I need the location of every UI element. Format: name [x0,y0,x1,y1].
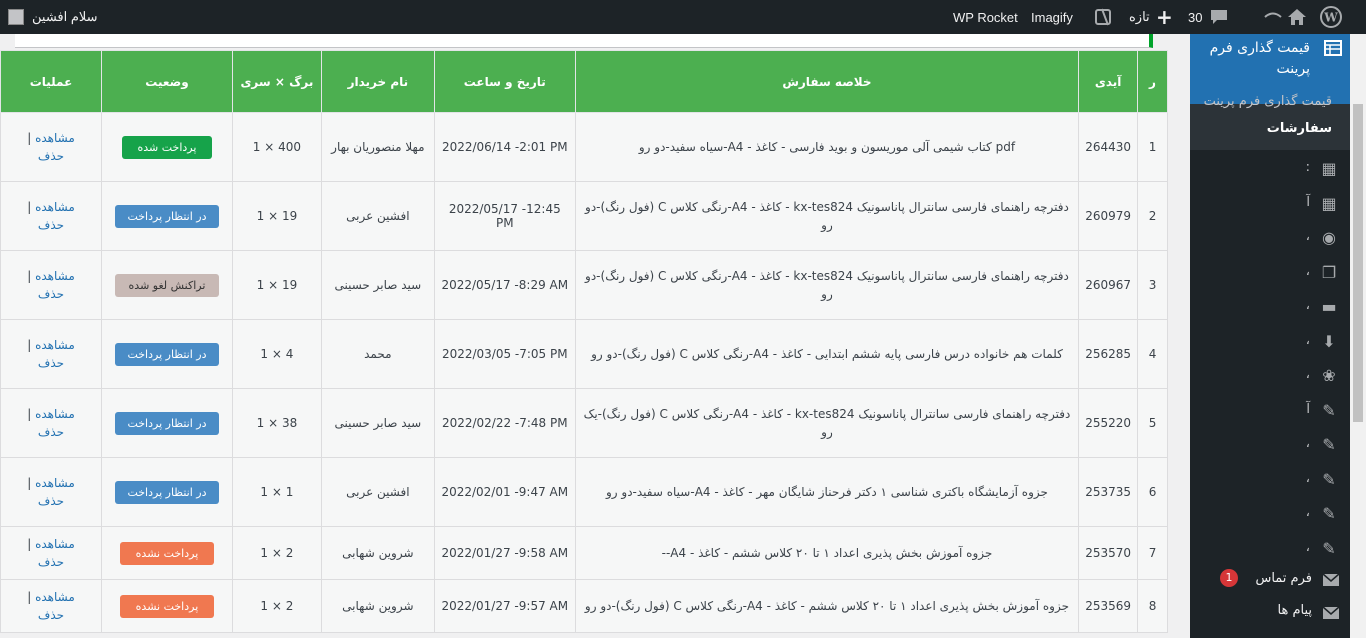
actions-cell [1,389,102,458]
sidebar-item-label: آ [1306,194,1310,210]
sidebar-item-label: ، [1305,229,1310,244]
users-icon: ❀ [1322,366,1336,385]
col-header-summary: خلاصه سفارش [575,51,1078,113]
sheets-count: 1 × 1 [232,458,321,527]
delete-link[interactable]: حذف [37,608,65,622]
delete-link[interactable]: حذف [37,287,65,301]
buyer-name: شروین شهابی [321,527,434,580]
row-number: 7 [1138,527,1168,580]
order-id: 253735 [1079,458,1138,527]
view-link[interactable]: مشاهده [35,590,75,604]
sidebar-menu-item[interactable] [1190,292,1350,322]
view-link[interactable]: مشاهده [35,537,75,551]
pin-icon: ✎ [1322,504,1336,523]
plus-icon[interactable]: + [1156,5,1173,29]
table-icon [1324,40,1342,60]
sheets-count: 19 × 1 [232,182,321,251]
row-number: 4 [1138,320,1168,389]
order-id: 255220 [1079,389,1138,458]
row-number: 6 [1138,458,1168,527]
avatar[interactable] [8,9,24,25]
actions-cell [1,113,102,182]
status-cell [101,182,232,251]
table-row [1,251,1168,320]
status-badge: پرداخت نشده [120,595,214,618]
sheets-count: 19 × 1 [232,251,321,320]
actions-cell [1,182,102,251]
separator: | [27,131,32,145]
order-datetime: 2022/01/27 -9:58 AM [434,527,575,580]
table-row [1,580,1168,633]
pin-icon: ✎ [1322,469,1336,489]
order-datetime: 2022/02/01 -9:47 AM [434,458,575,527]
status-badge: در انتظار پرداخت [115,481,219,504]
table-icon: ▦ [1321,193,1337,213]
buyer-name: سید صابر حسینی [321,389,434,458]
actions-cell [1,251,102,320]
scrollbar[interactable] [1350,34,1366,638]
sidebar-menu-item[interactable] [1190,154,1350,184]
order-datetime: 2022/06/14 -2:01 PM [434,113,575,182]
sidebar-item-label: ، [1305,436,1310,451]
actions-cell [1,320,102,389]
pin-icon: ✎ [1322,435,1336,454]
sidebar-item-label: : [1305,160,1310,175]
table-row [1,113,1168,182]
col-header-sheets: برگ × سری [232,51,321,113]
table-row [1,320,1168,389]
new-content-label[interactable]: تازه [1129,9,1150,24]
delete-link[interactable]: حذف [37,494,65,508]
media-icon: ◉ [1322,228,1336,247]
col-header-buyer: نام خریدار [321,51,434,113]
status-badge: در انتظار پرداخت [115,412,219,435]
submenu-orders[interactable]: سفارشات [1266,121,1332,136]
actions-cell [1,527,102,580]
sidebar-item-label: قیمت گذاری فرم پرینت [1209,40,1310,77]
orders-table [0,50,1168,633]
notification-badge: 1 [1220,569,1238,587]
separator: | [27,269,32,283]
sheets-count: 400 × 1 [232,113,321,182]
sidebar-item-contact-form[interactable] [1190,567,1350,595]
imagify-menu[interactable]: Imagify [1031,9,1073,25]
sidebar-menu-item[interactable] [1190,223,1350,253]
admin-bar [0,0,1366,34]
view-link[interactable]: مشاهده [35,407,75,421]
status-badge: پرداخت نشده [120,542,214,565]
separator: | [27,537,32,551]
comment-icon[interactable] [1210,0,1228,34]
yoast-icon[interactable] [1094,0,1114,34]
table-row [1,458,1168,527]
buyer-name: محمد [321,320,434,389]
sheets-count: 2 × 1 [232,527,321,580]
sidebar-menu-item[interactable] [1190,258,1350,288]
separator: | [27,200,32,214]
table-row [1,527,1168,580]
sidebar-item-label: ، [1305,298,1310,313]
col-header-status: وضعیت [101,51,232,113]
status-cell [101,389,232,458]
delete-link[interactable]: حذف [37,555,65,569]
separator: | [27,338,32,352]
wordpress-logo-icon[interactable] [1320,0,1342,34]
status-cell [101,458,232,527]
order-summary: دفترچه راهنمای فارسی سانترال پاناسونیک kx-tes824 - کاغذ - A4-رنگی کلاس C (فول رنگ)-دو رو [575,182,1078,251]
col-header-id: آیدی [1079,51,1138,113]
row-number: 8 [1138,580,1168,633]
sidebar-item-label: ، [1305,263,1310,279]
download-icon: ⬇ [1322,331,1336,351]
order-summary: جزوه آموزش بخش پذیری اعداد ۱ تا ۲۰ کلاس ششم - کاغذ - A4-- [575,527,1078,580]
pin-icon: ✎ [1322,400,1336,420]
row-number: 1 [1138,113,1168,182]
buyer-name: افشین عربی [321,182,434,251]
submenu-print-pricing[interactable]: قیمت گذاری فرم پرینت [1203,94,1332,109]
sidebar-menu-item[interactable] [1190,465,1350,495]
mail-icon [1322,572,1340,591]
sheets-count: 2 × 1 [232,580,321,633]
sidebar-item-label: آ [1306,401,1310,417]
order-datetime: 2022/05/17 -12:45 PM [434,182,575,251]
sidebar-menu-item[interactable] [1190,189,1350,219]
order-id: 256285 [1079,320,1138,389]
sidebar-menu-item[interactable] [1190,430,1350,460]
wp-rocket-menu[interactable]: WP Rocket [953,9,1018,25]
delete-link[interactable]: حذف [37,218,65,232]
sidebar-menu-item[interactable] [1190,499,1350,529]
sidebar-menu-item[interactable] [1190,534,1350,564]
order-id: 260967 [1079,251,1138,320]
status-cell [101,113,232,182]
sidebar-item-label: ، [1305,367,1310,382]
status-badge: در انتظار پرداخت [115,205,219,228]
scrollbar-thumb[interactable] [1353,104,1363,422]
notice-box [15,34,1153,48]
order-id: 264430 [1079,113,1138,182]
view-link[interactable]: مشاهده [35,269,75,283]
order-summary: pdf کتاب شیمی آلی موریسون و بوید فارسی - کاغذ - A4-سیاه سفید-دو رو [575,113,1078,182]
admin-sidebar [1190,34,1350,638]
delete-link[interactable]: حذف [37,425,65,439]
pin-icon: ✎ [1322,538,1336,558]
delete-link[interactable]: حذف [37,356,65,370]
order-id: 253569 [1079,580,1138,633]
sheets-count: 38 × 1 [232,389,321,458]
order-summary: دفترچه راهنمای فارسی سانترال پاناسونیک kx-tes824 - کاغذ - A4-رنگی کلاس C (فول رنگ)-دو رو [575,251,1078,320]
sidebar-item-label: پیام ها [1277,603,1312,618]
status-cell [101,320,232,389]
row-number: 2 [1138,182,1168,251]
order-id: 253570 [1079,527,1138,580]
actions-cell [1,458,102,527]
table-row [1,182,1168,251]
buyer-name: شروین شهابی [321,580,434,633]
order-summary: جزوه آزمایشگاه باکتری شناسی ۱ دکتر فرحناز شایگان مهر - کاغذ - A4-سیاه سفید-دو رو [575,458,1078,527]
sidebar-menu-item[interactable] [1190,327,1350,357]
status-cell [101,251,232,320]
buyer-name: مهلا منصوریان بهار [321,113,434,182]
col-header-actions: عملیات [1,51,102,113]
main-content [0,34,1170,638]
sidebar-menu-item[interactable] [1190,361,1350,391]
comments-icon: ▬ [1321,297,1337,316]
status-cell [101,580,232,633]
order-datetime: 2022/05/17 -8:29 AM [434,251,575,320]
sidebar-item-label: ، [1305,470,1310,486]
sidebar-item-label: ، [1305,539,1310,555]
delete-link[interactable]: حذف [37,149,65,163]
separator: | [27,590,32,604]
order-datetime: 2022/01/27 -9:57 AM [434,580,575,633]
separator: | [27,407,32,421]
view-link[interactable]: مشاهده [35,476,75,490]
view-link[interactable]: مشاهده [35,131,75,145]
customize-icon[interactable] [1264,0,1282,34]
sidebar-submenu [1190,94,1350,150]
home-icon[interactable] [1287,0,1307,34]
status-badge: در انتظار پرداخت [115,343,219,366]
svg-text:W: W [1324,10,1338,25]
dashboard-icon: ▦ [1321,159,1337,178]
sheets-count: 4 × 1 [232,320,321,389]
sidebar-item-label: فرم تماس [1255,571,1312,586]
order-id: 260979 [1079,182,1138,251]
pages-icon: ❐ [1321,262,1337,282]
row-number: 3 [1138,251,1168,320]
col-header-datetime: تاریخ و ساعت [434,51,575,113]
table-row [1,389,1168,458]
comments-count[interactable]: 30 [1188,9,1203,25]
status-cell [101,527,232,580]
col-header-row-number: ر [1138,51,1168,113]
mail-icon [1322,605,1340,624]
sidebar-item-label: ، [1305,332,1310,348]
order-summary: دفترچه راهنمای فارسی سانترال پاناسونیک kx-tes824 - کاغذ - A4-رنگی کلاس C (فول رنگ)-یک رو [575,389,1078,458]
order-datetime: 2022/02/22 -7:48 PM [434,389,575,458]
separator: | [27,476,32,490]
view-link[interactable]: مشاهده [35,338,75,352]
sidebar-item-messages[interactable] [1190,600,1350,628]
sidebar-item-label: ، [1305,505,1310,520]
buyer-name: سید صابر حسینی [321,251,434,320]
actions-cell [1,580,102,633]
status-badge: پرداخت شده [122,136,212,159]
view-link[interactable]: مشاهده [35,200,75,214]
order-summary: کلمات هم خانواده درس فارسی پایه ششم ابتدایی - کاغذ - A4-رنگی کلاس C (فول رنگ)-دو رو [575,320,1078,389]
status-badge: تراکنش لغو شده [115,274,219,297]
sidebar-menu-item[interactable] [1190,396,1350,426]
order-summary: جزوه آموزش بخش پذیری اعداد ۱ تا ۲۰ کلاس ششم - کاغذ - A4-رنگی کلاس C (فول رنگ)-دو رو [575,580,1078,633]
order-datetime: 2022/03/05 -7:05 PM [434,320,575,389]
greeting-label[interactable]: سلام افشین [32,9,98,24]
row-number: 5 [1138,389,1168,458]
buyer-name: افشین عربی [321,458,434,527]
